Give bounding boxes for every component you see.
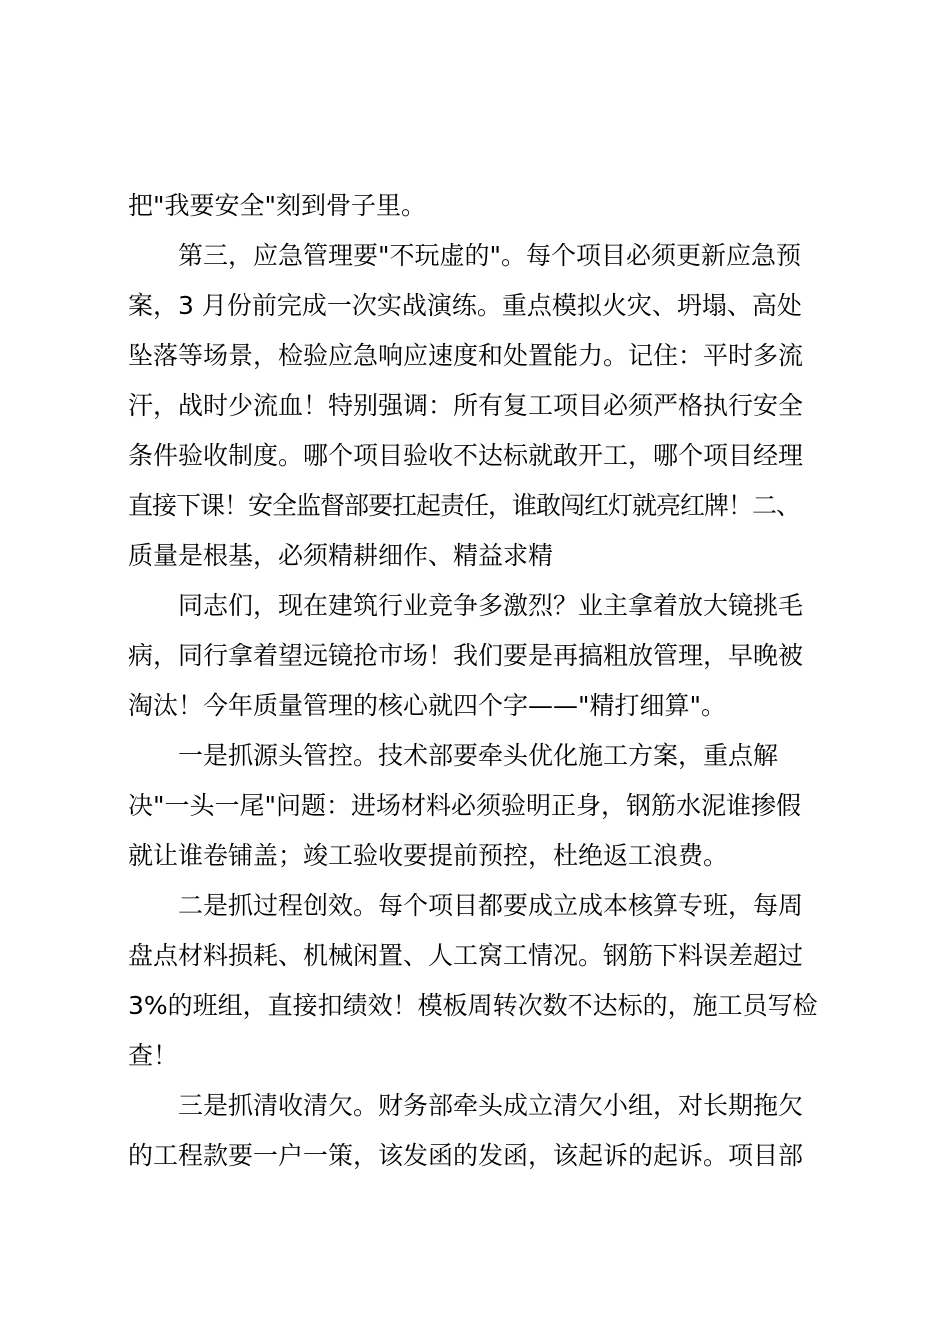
text-line: 就让谁卷铺盖；竣工验收要提前预控，杜绝返工浪费。 [128, 841, 729, 870]
text-line: 坠落等场景，检验应急响应速度和处置能力。记住：平时多流 [128, 341, 804, 370]
text-line: 汗，战时少流血！特别强调：所有复工项目必须严格执行安全 [128, 391, 804, 420]
text-line: 第三，应急管理要"不玩虚的"。每个项目必须更新应急预 [178, 241, 802, 270]
text-line: 病，同行拿着望远镜抢市场！我们要是再搞粗放管理，早晚被 [128, 641, 804, 670]
text-line: 淘汰！今年质量管理的核心就四个字——"精打细算"。 [128, 691, 726, 720]
text-line: 决"一头一尾"问题：进场材料必须验明正身，钢筋水泥谁掺假 [128, 791, 802, 820]
text-line: 把"我要安全"刻到骨子里。 [128, 191, 426, 220]
text-line: 同志们，现在建筑行业竞争多激烈？业主拿着放大镜挑毛 [178, 591, 804, 620]
text-line: 查！ [128, 1041, 179, 1070]
text-line: 质量是根基，必须精耕细作、精益求精 [128, 541, 554, 570]
text-line: 直接下课！安全监督部要扛起责任，谁敢闯红灯就亮红牌！二、 [128, 491, 801, 520]
text-line: 三是抓清收清欠。财务部牵头成立清欠小组，对长期拖欠 [178, 1091, 804, 1120]
text-line: 条件验收制度。哪个项目验收不达标就敢开工，哪个项目经理 [128, 441, 804, 470]
text-line: 二是抓过程创效。每个项目都要成立成本核算专班，每周 [178, 891, 804, 920]
text-line: 3%的班组，直接扣绩效！模板周转次数不达标的，施工员写检 [128, 991, 818, 1020]
text-line: 盘点材料损耗、机械闲置、人工窝工情况。钢筋下料误差超过 [128, 941, 804, 970]
text-line: 案，3 月份前完成一次实战演练。重点模拟火灾、坍塌、高处 [128, 291, 802, 320]
text-line: 的工程款要一户一策，该发函的发函，该起诉的起诉。项目部 [128, 1141, 804, 1170]
text-line: 一是抓源头管控。技术部要牵头优化施工方案，重点解 [178, 741, 779, 770]
